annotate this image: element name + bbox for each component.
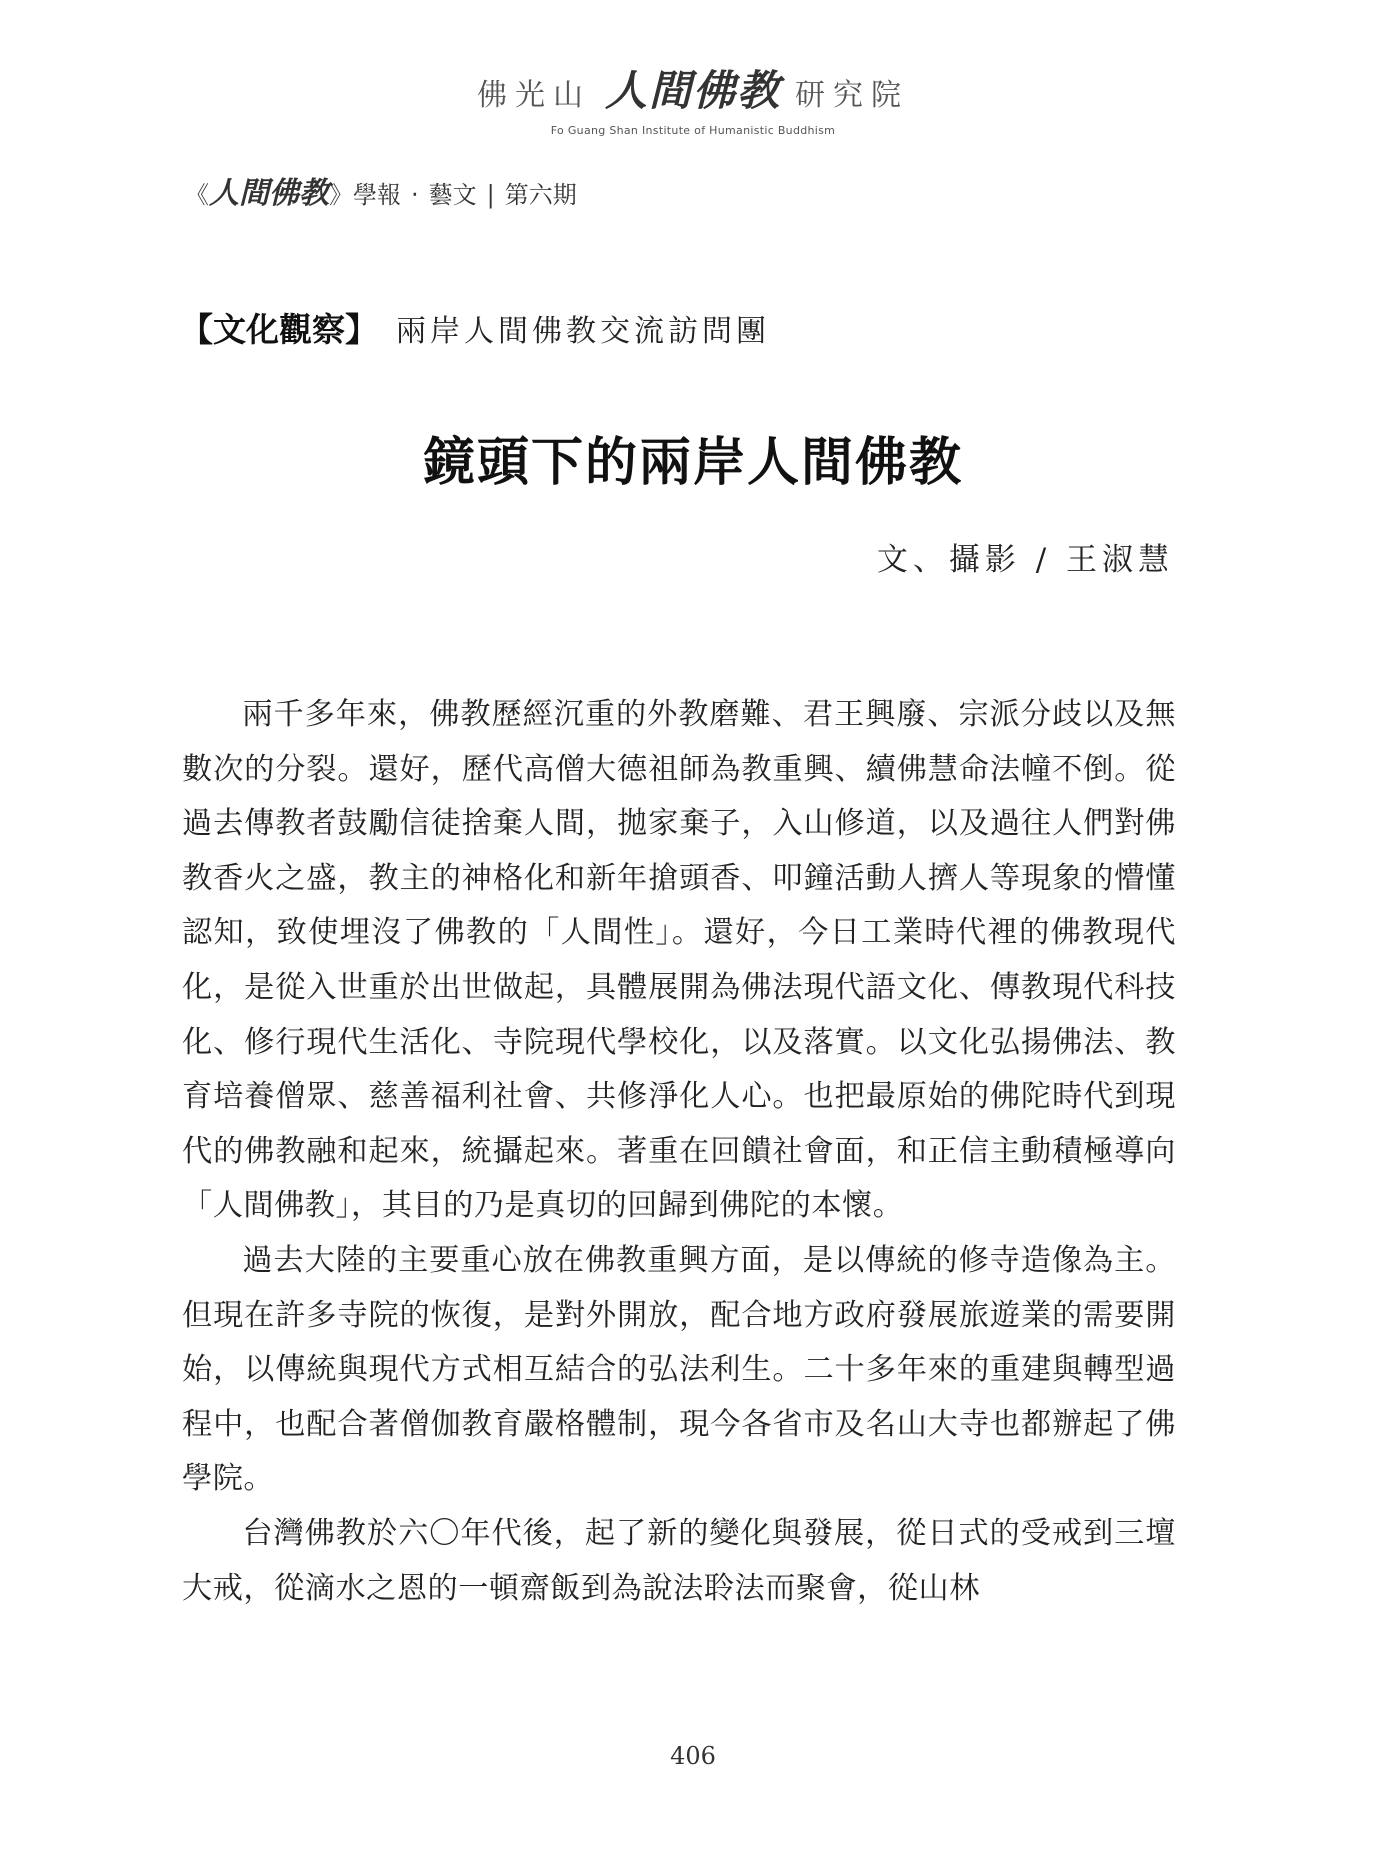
body-paragraph: 兩千多年來，佛教歷經沉重的外教磨難、君王興廢、宗派分歧以及無數次的分裂。還好，歷代高僧大德祖師為教重興、續佛慧命法幢不倒。從過去傳教者鼓勵信徒捨棄人間，拋家棄子，入山修道，以及過往人們對佛教香火之盛，教主的神格化和新年搶頭香、叩鐘活動人擠人等現象的懵懂認知，致使埋沒了佛教的「人間性」。還好，今日工業時代裡的佛教現代化，是從入世重於出世做起，具體展開為佛法現代語文化、傳教現代科技化、修行現代生活化、寺院現代學校化，以及落實。以文化弘揚佛法、教育培養僧眾、慈善福利社會、共修淨化人心。也把最原始的佛陀時代到現代的佛教融和起來，統攝起來。著重在回饋社會面，和正信主動積極導向「人間佛教」，其目的乃是真切的回歸到佛陀的本懷。	[182, 697, 1176, 1224]
masthead-logo: 人間佛教	[604, 66, 781, 115]
page-number: 406	[670, 1742, 716, 1770]
masthead-line	[477, 58, 909, 118]
running-head-journal: 人間佛教	[209, 176, 329, 211]
column-label: 【文化觀察】	[180, 310, 378, 349]
article-body	[182, 688, 1176, 1616]
running-head-close-bracket: 》學報	[329, 181, 401, 209]
body-paragraph: 過去大陸的主要重心放在佛教重興方面，是以傳統的修寺造像為主。但現在許多寺院的恢復，是對外開放，配合地方政府發展旅遊業的需要開始，以傳統與現代方式相互結合的弘法利生。二十多年來的重建與轉型過程中，也配合著僧伽教育嚴格體制，現今各省市及名山大寺也都辦起了佛學院。	[182, 1242, 1176, 1497]
body-paragraph: 台灣佛教於六〇年代後，起了新的變化與發展，從日式的受戒到三壇大戒，從滴水之恩的一頓齋飯到為說法聆法而聚會，從山林	[182, 1515, 1176, 1606]
running-head-issue: 第六期	[504, 181, 577, 209]
masthead-english: Fo Guang Shan Institute of Humanistic Buddhism	[550, 124, 836, 137]
article-title: 鏡頭下的兩岸人間佛教	[422, 433, 963, 493]
column-name: 兩岸人間佛教交流訪問團	[396, 314, 770, 349]
masthead-left: 佛光山	[476, 78, 591, 113]
running-head-divider: |	[486, 181, 495, 209]
masthead	[0, 58, 1386, 137]
article-byline: 文、攝影 / 王淑慧	[876, 542, 1174, 578]
running-head	[185, 168, 577, 212]
running-head-open-bracket: 《	[185, 181, 209, 209]
masthead-right: 研究院	[795, 78, 909, 113]
column-heading	[180, 304, 770, 351]
running-head-dot: ‧	[411, 181, 419, 209]
running-head-section: 藝文	[428, 181, 477, 209]
